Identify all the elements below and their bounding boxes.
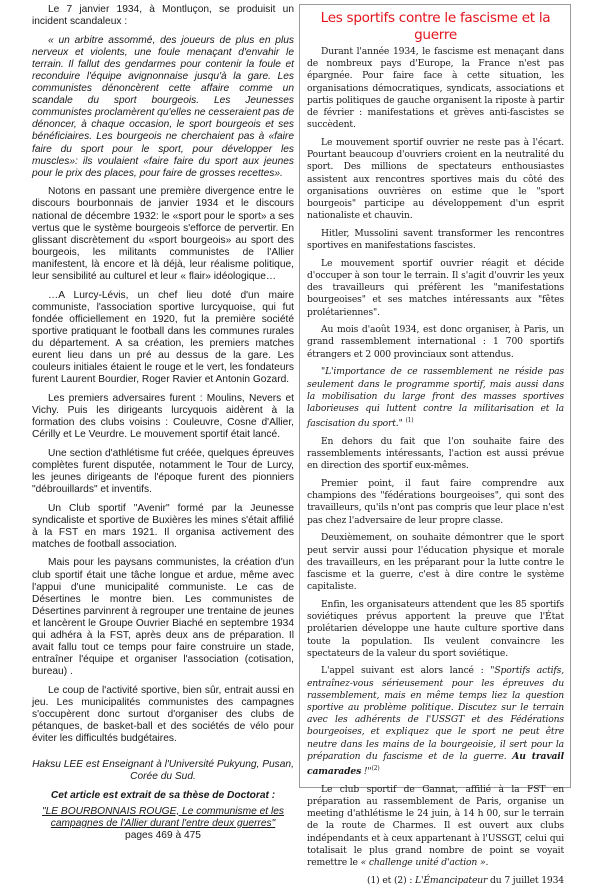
sidebar-source: [307, 875, 564, 887]
paragraph-budget: Le coup de l'activité sportive, bien sûr, entrait aussi en jeu. Les municipalités communistes des campagnes s'occupèrent donc surtout d'organiser des clubs de pétanques, de basket-ball et des sociétés de vélo pour éviter les difficultés budgétaires.: [32, 684, 294, 745]
sidebar-title: Les sportifs contre le fascisme et la guerre: [320, 10, 551, 43]
source-prefix: (1) et (2) :: [367, 874, 416, 886]
author-byline: Haksu LEE est Enseignant à l'Université Pukyung, Pusan, Corée du Sud.: [32, 759, 294, 783]
footnote-ref: (2): [371, 765, 380, 773]
paragraph-divergence: Notons en passant une première divergence entre le discours bourbonnais de janvier 1934 et le discours national de décembre 1932: le «sport pour le sport» a ses vertus que le système bourgeois s'efforce de pervertir. En glissant discrètement du «sport bourgeois» au sport des bourgeois, les militants communistes de l'Allier manifestent, là encore et là déjà, leur réalisme politique, leur sensibilité au culturel et leur « flair» idéologique…: [32, 186, 294, 282]
sidebar-paragraph: Le mouvement sportif ouvrier ne reste pas à l'écart. Pourtant beaucoup d'ouvriers croient en la neutralité du sport. Des millions de spectateurs enthousiastes assistent aux rencontres sportives mais du côté des organisations ouvrières on estime que le "sport bourgeois" participe au développement d'un esprit nationaliste et chauvin.: [307, 136, 564, 222]
paragraph-lurcy: …A Lurcy-Lévis, un chef lieu doté d'un maire communiste, l'association sportive lurcyquoise, qui fut fondée officiellement en 1920, fut la première société sportive pratiquant le football dans les communes rurales du département. A sa création, les premiers matches eurent lieu dans un pré au dessus de la gare. Les couleurs initiales étaient le rouge et le vert, les fondateurs furent Laurent Bourdier, Roger Ravier et Antonin Gozard.: [32, 289, 294, 386]
thesis-pages: pages 469 à 475: [125, 829, 201, 841]
article-left-column: [32, 4, 294, 842]
sidebar-paragraph: Premier point, il faut faire comprendre aux champions des "fédérations bourgeoises", qui sont des travailleurs, qu'ils n'ont pas compris que leur place n'est pas chez l'adversaire de leur propre classe.: [307, 478, 564, 526]
gannat-text: Le club sportif de Gannat, affilié à la FST en préparation au rassemblement de Paris, organise un meeting d'athlétisme le 24 juin, à 14 h 00, sur le terrain de la route de Charmes. Il est ouvert aux clubs indépendants et à ceux appartenant à l'USSGT, celui qui totalisait le plus grand nombre de point se voyait remettre le: [307, 783, 564, 869]
sidebar-paragraph: Durant l'année 1934, le fascisme est menaçant dans de nombreux pays d'Europe, la France n'est pas épargnée. Pour faire face à cette situation, les organisations démocratiques, syndicats, associations et partis politiques de gauche organisent la riposte à partir de février : manifestations et grèves anti-fascistes se succèdent.: [307, 46, 564, 131]
paragraph-quote: « un arbitre assommé, des joueurs de plus en plus nerveux et violents, une foule menaçant d'envahir le terrain. Il fallut des gendarmes pour contenir la foule et reconduire l'équipe avignonnaise jusqu'à la gare. Les communistes dénoncèrent cette affaire comme un scandale du sport bourgeois. Les Jeunesses communistes proclamèrent qu'elles ne cesseraient pas de dénoncer, à chaque occasion, le sport bourgeois et ses bénéficiaires. Les bourgeois ne cherchaient pas à «faire faire du sport pour le sport, pour développer les muscles»: ils voulaient «faire faire du sport aux jeunes pour le prix des places, pour faire de grosses recettes».: [32, 34, 294, 179]
sidebar-paragraph: En dehors du fait que l'on souhaite faire des rassemblements intéressants, l'action est aussi prévue en direction des sportif eux-mêmes.: [307, 435, 564, 472]
appeal-quote: "Sportifs actifs, entraînez-vous sérieusement pour les épreuves du rassemblement, mais en même temps liez la question sportive au problème politique. Discutez sur le terrain avec les adhérents de l'USSGT et des Fédérations bourgeoises, et expliquez que le sport ne peut être neutre dans les mains de la bourgeoisie, il sert pour la préparation du fascisme et de la guerre.: [307, 665, 565, 762]
quote-text: "L'importance de ce rassemblement ne réside pas seulement dans le programme sportif, mais aussi dans la mobilisation du large front des masses sportives laborieuses qui luttent contre la militarisation et la fascisation du sport.": [307, 366, 564, 430]
sidebar-appeal: [307, 665, 564, 778]
paragraph-desertines: Mais pour les paysans communistes, la création d'un club sportif était une tâche longue et ardue, même avec l'appui d'une municipalité communiste. Le cas de Désertines le montre bien. Les communistes de Désertines parvinrent à regrouper une trentaine de jeunes et lancèrent le Groupe Ouvrier Biaché en septembre 1934 qui adhéra à la FST, après deux ans de préparation. Il avait fallu tout ce temps pour faire construire un stade, entraîner l'équipe et organiser l'association (cotisation, bureau) .: [32, 557, 294, 678]
appeal-bold: Au travail camarades: [307, 750, 564, 778]
footnote-ref: (1): [405, 417, 414, 425]
sidebar-paragraph: Le mouvement sportif ouvrier réagit et décide d'occuper à son tour le terrain. Il s'agit d'ouvrir les yeux des travailleurs qui préfèrent les "manifestations bourgeoises" et ses matches intéressants aux "fêtes prolétariennes".: [307, 257, 564, 318]
paragraph-avenir: Un Club sportif "Avenir" formé par la Jeunesse syndicaliste et sportive de Buxières les mines s'était affilié à la FST en mars 1921. Il organisa activement des matches de football association.: [32, 502, 294, 550]
sidebar-paragraph: Hitler, Mussolini savent transformer les rencontres sportives en manifestations fascistes.: [307, 227, 564, 252]
sidebar-paragraph: Au mois d'août 1934, est donc organiser, à Paris, un grand rassemblement international : 1 700 sportifs étrangers et 2 000 provinciaux sont attendus.: [307, 324, 564, 360]
sidebar-paragraph: Enfin, les organisateurs attendent que les 85 sportifs soviétiques prévus apportent la preuve que l'État prolétarien développe une haute culture sportive dans toute la population. Ils veulent convaincre les spectateurs de la valeur du sport soviétique.: [307, 598, 564, 659]
extract-note: Cet article est extrait de sa thèse de Doctorat :: [50, 789, 276, 801]
sidebar-paragraph: Deuxièmement, on souhaite démontrer que le sport peut servir aussi pour l'éducation physique et morale des travailleurs, en les préparant pour la lutte contre le fascisme et la guerre, c'est à dire contre le système capitaliste.: [307, 532, 564, 593]
gannat-challenge: « challenge unité d'action »: [360, 857, 486, 869]
sidebar-gannat: [307, 784, 564, 869]
source-title: L'Émancipateur: [415, 874, 488, 886]
appeal-intro: L'appel suivant est alors lancé :: [321, 665, 491, 677]
sidebar-quote: [307, 366, 564, 430]
gannat-end: .: [485, 857, 489, 869]
appeal-end: !": [361, 766, 372, 778]
paragraph-intro: Le 7 janvier 1934, à Montluçon, se produisit un incident scandaleux :: [32, 4, 294, 28]
source-suffix: du 7 juillet 1934: [487, 874, 564, 886]
sidebar-box: [299, 4, 571, 886]
paragraph-adversaires: Les premiers adversaires furent : Moulins, Nevers et Vichy. Puis les dirigeants lurcyquois aidèrent à la formation des clubs voisins : Couleuvre, Cosne d'Allier, Cérilly et Le Veurdre. Le mouvement sportif était lancé.: [32, 392, 294, 441]
thesis-title: "LE BOURBONNAIS ROUGE, Le communisme et les campagnes de l'Allier durant l'entre deux guerres": [42, 805, 284, 829]
paragraph-athletisme: Une section d'athlétisme fut créée, quelques épreuves complètes furent disputée, notamment le Tour de Lurcy, les jeunes dirigeants de l'époque furent des pionniers "débrouillards" et inventifs.: [32, 447, 294, 495]
